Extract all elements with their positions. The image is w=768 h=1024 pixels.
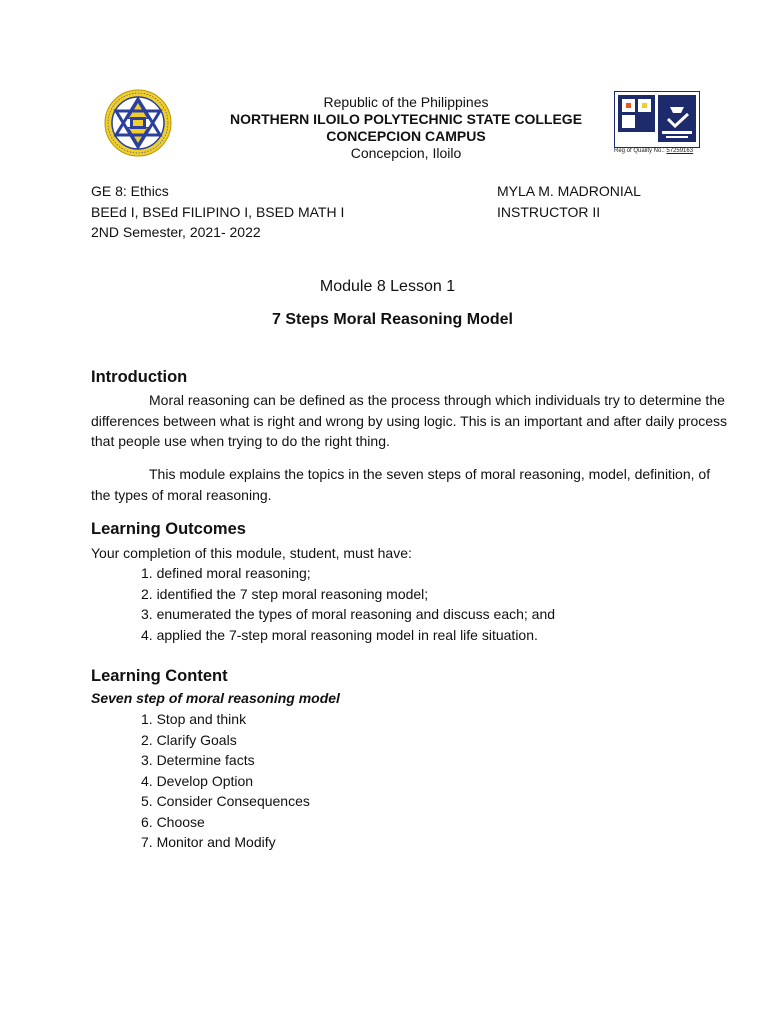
introduction-paragraph-2: This module explains the topics in the seven steps of moral reasoning, model, definition, of the types of moral reasoning. bbox=[91, 466, 711, 503]
location-line: Concepcion, Iloilo bbox=[350, 145, 462, 161]
list-item: 7. Monitor and Modify bbox=[141, 834, 276, 850]
learning-outcomes-list bbox=[141, 563, 555, 645]
introduction-paragraph-1: Moral reasoning can be defined as the process through which individuals try to determine the differences between what is right and wrong by using logic. This is an important and after daily process that people use when trying to do the right thing. bbox=[91, 392, 728, 449]
campus-name: CONCEPCION CAMPUS bbox=[326, 128, 486, 144]
list-item: 3. Determine facts bbox=[141, 752, 255, 768]
list-item: 5. Consider Consequences bbox=[141, 793, 310, 809]
moral-reasoning-steps-list bbox=[141, 709, 310, 853]
learning-outcomes-heading: Learning Outcomes bbox=[91, 520, 246, 538]
module-title: Module 8 Lesson 1 bbox=[319, 278, 456, 295]
course-code: GE 8: Ethics bbox=[91, 183, 169, 199]
list-item: 1. defined moral reasoning; bbox=[141, 565, 311, 581]
republic-line: Republic of the Philippines bbox=[323, 94, 489, 110]
instructor-title: INSTRUCTOR II bbox=[497, 203, 601, 220]
course-info-right bbox=[497, 181, 641, 222]
list-item: 2. identified the 7 step moral reasoning model; bbox=[141, 585, 429, 602]
cert-reg-label: Reg of Quality No.: bbox=[614, 148, 667, 154]
list-item: 6. Choose bbox=[141, 813, 205, 830]
list-item: 4. Develop Option bbox=[141, 772, 254, 789]
list-item: 3. enumerated the types of moral reasoning and discuss each; and bbox=[141, 606, 556, 622]
list-item: 1. Stop and think bbox=[141, 711, 247, 727]
lesson-title: 7 Steps Moral Reasoning Model bbox=[272, 311, 513, 328]
learning-content-subheading: Seven step of moral reasoning model bbox=[91, 690, 340, 706]
instructor-name: MYLA M. MADRONIAL bbox=[497, 183, 641, 199]
list-item: 2. Clarify Goals bbox=[141, 731, 237, 748]
cert-reg-number: 57259163 bbox=[666, 148, 694, 154]
course-semester: 2ND Semester, 2021- 2022 bbox=[91, 224, 261, 240]
learning-outcomes-intro: Your completion of this module, student, must have: bbox=[91, 545, 412, 561]
document-header bbox=[0, 94, 768, 162]
learning-content-heading: Learning Content bbox=[91, 667, 228, 685]
list-item: 4. applied the 7-step moral reasoning model in real life situation. bbox=[141, 626, 538, 643]
course-info-left bbox=[91, 181, 344, 243]
course-programs: BEEd I, BSEd FILIPINO I, BSED MATH I bbox=[91, 203, 345, 220]
introduction-heading: Introduction bbox=[91, 368, 188, 386]
college-name: NORTHERN ILOILO POLYTECHNIC STATE COLLEGE bbox=[229, 111, 583, 127]
